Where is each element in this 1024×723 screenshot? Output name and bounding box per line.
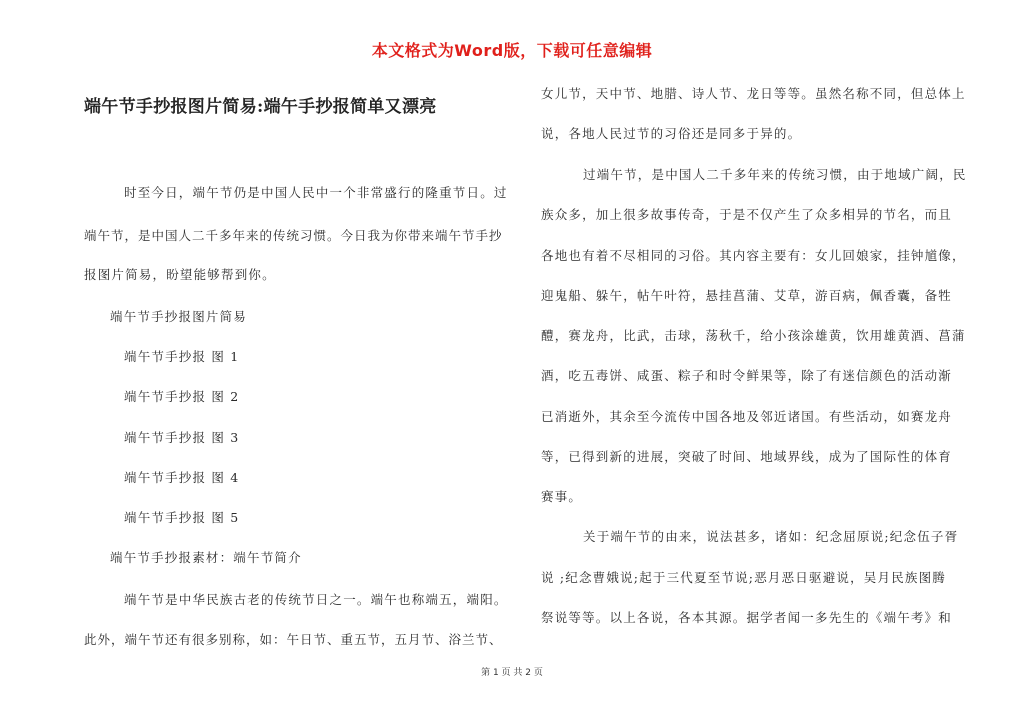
- page-number: 第 1 页 共 2 页: [481, 668, 543, 678]
- paragraph-line: 端午节，是中国人二千多年来的传统习惯。今日我为你带来端午节手抄: [84, 228, 503, 243]
- image-caption: 端午节手抄报 图 3: [124, 430, 240, 445]
- paragraph-line: 女儿节，天中节、地腊、诗人节、龙日等等。虽然名称不同，但总体上: [541, 86, 966, 101]
- section-heading: 端午节手抄报素材：端午节简介: [110, 550, 302, 565]
- paragraph-line: 醴，赛龙舟，比武，击球，荡秋千，给小孩涂雄黄，饮用雄黄酒、菖蒲: [541, 328, 966, 343]
- image-caption: 端午节手抄报 图 1: [124, 349, 240, 364]
- paragraph-line: 时至今日，端午节仍是中国人民中一个非常盛行的隆重节日。过: [124, 185, 508, 200]
- download-banner: 本文格式为Word版，下载可任意编辑: [371, 41, 653, 60]
- paragraph-line: 酒，吃五毒饼、咸蛋、粽子和时令鲜果等，除了有迷信颜色的活动渐: [541, 368, 953, 383]
- paragraph-line: 端午节是中华民族古老的传统节日之一。端午也称端五，端阳。: [124, 592, 508, 607]
- paragraph-line: 说 ;纪念曹娥说;起于三代夏至节说;恶月恶日驱避说，吴月民族图腾: [541, 570, 947, 585]
- page-title: 端午节手抄报图片简易:端午手抄报简单又漂亮: [84, 97, 437, 117]
- paragraph-line: 过端午节，是中国人二千多年来的传统习惯，由于地域广阔，民: [583, 167, 967, 182]
- image-caption: 端午节手抄报 图 4: [124, 470, 240, 485]
- image-caption: 端午节手抄报 图 5: [124, 510, 240, 525]
- paragraph-line: 祭说等等。以上各说，各本其源。据学者闻一多先生的《端午考》和: [541, 610, 953, 625]
- paragraph-line: 赛事。: [541, 489, 583, 504]
- paragraph-line: 各地也有着不尽相同的习俗。其内容主要有：女儿回娘家，挂钟馗像，: [541, 248, 966, 263]
- image-caption: 端午节手抄报 图 2: [124, 389, 240, 404]
- paragraph-line: 已消逝外，其余至今流传中国各地及邻近诸国。有些活动，如赛龙舟: [541, 409, 953, 424]
- paragraph-line: 关于端午节的由来，说法甚多，诸如：纪念屈原说;纪念伍子胥: [583, 529, 959, 544]
- section-heading: 端午节手抄报图片简易: [110, 309, 248, 324]
- paragraph-line: 此外，端午节还有很多别称，如：午日节、重五节，五月节、浴兰节、: [84, 632, 503, 647]
- paragraph-line: 族众多，加上很多故事传奇，于是不仅产生了众多相异的节名，而且: [541, 207, 953, 222]
- paragraph-line: 等，已得到新的进展，突破了时间、地域界线，成为了国际性的体育: [541, 449, 953, 464]
- paragraph-line: 说，各地人民过节的习俗还是同多于异的。: [541, 126, 802, 141]
- paragraph-line: 报图片简易，盼望能够帮到你。: [84, 267, 276, 282]
- paragraph-line: 迎鬼船、躲午，帖午叶符，悬挂菖蒲、艾草，游百病，佩香囊，备牲: [541, 288, 953, 303]
